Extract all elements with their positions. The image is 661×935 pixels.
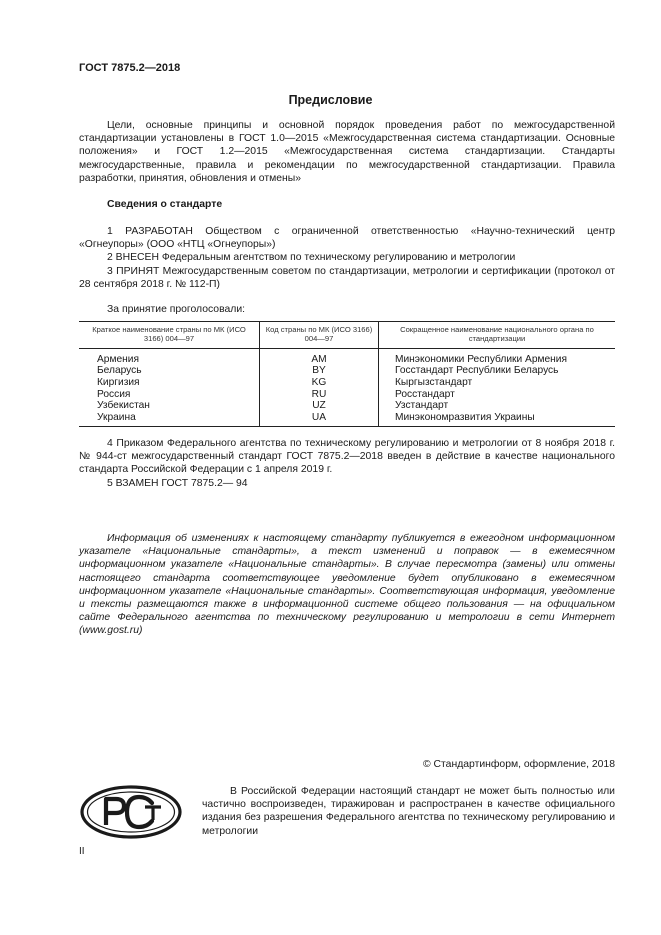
column-header-authority: Сокращенное наименование национального органа по стандартизации	[379, 322, 616, 349]
standards-body: Минэкономики Республики Армения	[379, 348, 616, 365]
standards-body: Узстандарт	[379, 400, 616, 412]
copyright-notice: © Стандартинформ, оформление, 2018	[422, 759, 615, 770]
voting-countries-table	[79, 321, 615, 427]
country-code: BY	[260, 365, 379, 377]
page-number: II	[79, 846, 85, 857]
document-code-header: ГОСТ 7875.2—2018	[79, 62, 181, 74]
table-row	[79, 377, 615, 389]
info-item-developed: 1 РАЗРАБОТАН Обществом с ограниченной ответственностью «Научно-технический центр «Огнеупоры» (ООО «НТЦ «Огнеупоры»)	[79, 226, 615, 251]
foreword-title: Предисловие	[288, 93, 373, 107]
info-item-replaces: 5 ВЗАМЕН ГОСТ 7875.2— 94	[107, 477, 248, 489]
table-row	[79, 412, 615, 427]
rst-certification-logo-icon	[79, 784, 184, 840]
country-name: Беларусь	[97, 365, 142, 377]
country-code: KG	[260, 377, 379, 389]
column-header-code: Код страны по МК (ИСО 3166) 004—97	[260, 322, 379, 349]
info-item-submitted: 2 ВНЕСЕН Федеральным агентством по техническому регулированию и метрологии	[107, 252, 516, 264]
country-name: Россия	[97, 388, 131, 400]
country-name: Киргизия	[97, 377, 140, 388]
table-header-row	[79, 322, 615, 349]
table-row	[79, 365, 615, 377]
country-code: UZ	[260, 400, 379, 412]
foreword-intro-paragraph: Цели, основные принципы и основной порядок проведения работ по межгосударственной стандартизации установлены в ГОСТ 1.0—2015 «Межгосударственная система стандартизации. Основные положения» и ГОСТ 1.2—2015 «Межгосударственная система стандартизации. Стандарты межгосударственные, правила и рекомендации по межгосударственной стандартизации. Правила разработки, принятия, обновления и отмены»	[79, 120, 615, 184]
standards-body: Госстандарт Республики Беларусь	[379, 365, 616, 377]
rst-logo-graphic	[79, 784, 184, 840]
country-name: Армения	[97, 353, 139, 365]
standards-body: Минэкономразвития Украины	[379, 412, 616, 427]
table-row	[79, 389, 615, 401]
standard-info-items	[79, 225, 615, 291]
standard-info-items-continued	[79, 437, 615, 490]
country-name: Узбекистан	[97, 400, 150, 412]
legal-reproduction-notice: В Российской Федерации настоящий стандарт не может быть полностью или частично воспроизведен, тиражирован и распространен в качестве официального издания без разрешения Федерального агентства по техническому регулированию и метрологии	[202, 786, 615, 837]
country-name: Украина	[79, 412, 260, 427]
changes-information-paragraph: Информация об изменениях к настоящему стандарту публикуется в ежегодном информационном указателе «Национальные стандарты», а текст изменений и поправок — в ежемесячном информационном указателе «Национальные стандарты». В случае пересмотра (замены) или отмены настоящего стандарта соответствующее уведомление будет опубликовано в ежемесячном информационном указателе «Национальные стандарты». Соответствующая информация, уведомление и тексты размещаются также в информационной системе общего пользования — на официальном сайте Федерального агентства по техническому регулированию и метрологии в сети Интернет (www.gost.ru)	[79, 533, 615, 637]
table-row	[79, 348, 615, 365]
info-item-adopted: 3 ПРИНЯТ Межгосударственным советом по стандартизации, метрологии и сертификации (протокол от 28 сентября 2018 г. № 112-П)	[79, 265, 615, 290]
standards-body: Кыргызстандарт	[379, 377, 616, 389]
table-row	[79, 400, 615, 412]
column-header-country: Краткое наименование страны по МК (ИСО 3166) 004—97	[79, 322, 260, 349]
standards-body: Росстандарт	[379, 389, 616, 401]
country-code: AM	[260, 348, 379, 365]
info-item-enacted: 4 Приказом Федерального агентства по техническому регулированию и метрологии от 8 ноября 2018 г. № 944-ст межгосударственный стандарт ГОСТ 7875.2—2018 введен в действие в качестве национального стандарта Российской Федерации с 1 апреля 2019 г.	[79, 438, 615, 476]
standard-info-heading: Сведения о стандарте	[107, 199, 223, 210]
vote-intro: За принятие проголосовали:	[107, 304, 246, 315]
country-code: RU	[260, 389, 379, 401]
country-code: UA	[260, 412, 379, 427]
